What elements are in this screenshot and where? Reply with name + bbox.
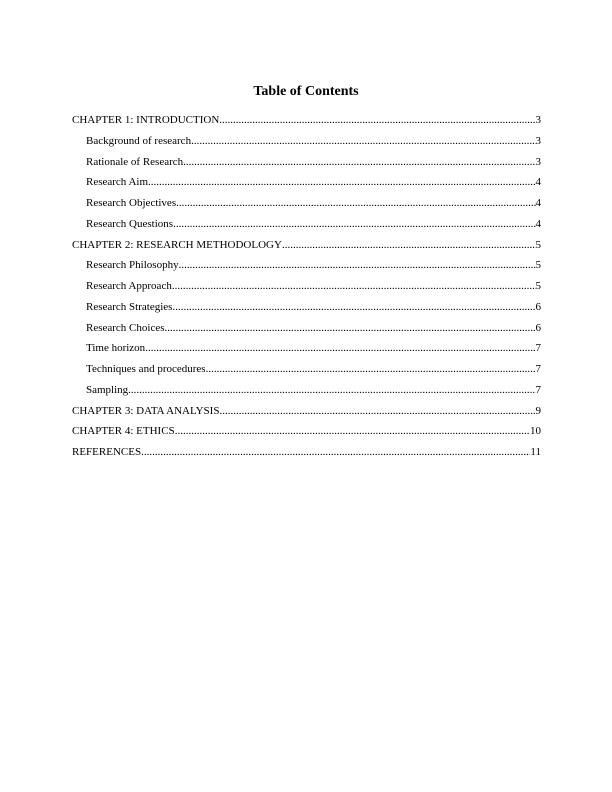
toc-entry-text: Research Approach	[86, 280, 172, 292]
toc-page-number: 9	[535, 404, 541, 417]
toc-page-number: 5	[535, 259, 541, 272]
toc-dot-leader	[145, 341, 535, 355]
toc-entry-references[interactable]	[72, 445, 541, 466]
toc-dot-leader	[175, 424, 530, 438]
toc-page-number: 6	[535, 300, 541, 313]
toc-dot-leader	[191, 134, 535, 148]
toc-entry-research-questions[interactable]	[72, 217, 541, 238]
toc-entry-chapter-4-ethics[interactable]	[72, 424, 541, 445]
toc-entry-text: REFERENCES	[72, 446, 142, 458]
toc-page-number: 3	[535, 155, 541, 168]
toc-entry-text: Time horizon	[86, 342, 146, 355]
toc-page-number: 11	[530, 446, 541, 458]
toc-entry-text: Sampling	[86, 383, 129, 396]
toc-entry-text: Research Questions	[86, 217, 174, 230]
toc-page-number: 5	[535, 238, 541, 251]
toc-entry-research-philosophy[interactable]	[72, 258, 541, 279]
toc-dot-leader	[148, 175, 535, 189]
toc-dot-leader	[141, 445, 530, 459]
toc-entry-text: CHAPTER 4: ETHICS	[72, 425, 175, 438]
toc-entry-research-aim[interactable]	[72, 175, 541, 196]
toc-page-number: 5	[535, 280, 541, 292]
toc-entry-text: Background of research	[86, 134, 192, 147]
toc-entry-text: Research Philosophy	[86, 259, 179, 272]
toc-entry-research-strategies[interactable]	[72, 300, 541, 321]
toc-entry-text: Research Strategies	[86, 300, 173, 313]
toc-page-number: 4	[535, 217, 541, 230]
toc-page-number: 7	[535, 363, 541, 375]
toc-title: Table of Contents	[253, 84, 359, 99]
toc-dot-leader	[179, 258, 536, 272]
toc-entry-text: Rationale of Research	[86, 155, 184, 168]
toc-entry-research-choices[interactable]	[72, 321, 541, 342]
toc-entry-research-objectives[interactable]	[72, 196, 541, 217]
toc-page-number: 7	[535, 383, 541, 396]
toc-entry-text: CHAPTER 1: INTRODUCTION	[72, 114, 220, 126]
toc-page-number: 7	[535, 342, 541, 355]
toc-entry-text: Techniques and procedures	[86, 363, 206, 375]
toc-dot-leader	[282, 238, 536, 252]
toc-dot-leader	[219, 113, 535, 127]
toc-page-number: 3	[535, 114, 541, 126]
toc-page-number: 3	[535, 134, 541, 147]
toc-dot-leader	[165, 321, 536, 335]
toc-entry-chapter-3-data-analysis[interactable]	[72, 404, 541, 425]
toc-entry-time-horizon[interactable]	[72, 341, 541, 362]
toc-entry-text: Research Choices	[86, 321, 165, 334]
toc-page-number: 10	[530, 425, 541, 438]
toc-entry-research-approach[interactable]	[72, 279, 541, 300]
toc-entry-chapter-1-introduction[interactable]	[72, 113, 541, 134]
toc-dot-leader	[173, 217, 535, 231]
toc-dot-leader	[183, 155, 535, 169]
toc-entry-chapter-2-research-methodology[interactable]	[72, 238, 541, 259]
toc-dot-leader	[176, 196, 535, 210]
table-of-contents	[72, 113, 541, 466]
toc-dot-leader	[128, 383, 535, 397]
toc-page-number: 4	[535, 176, 541, 189]
toc-entry-text: Research Aim	[86, 176, 149, 189]
toc-entry-sampling[interactable]	[72, 383, 541, 404]
toc-entry-text: CHAPTER 3: DATA ANALYSIS	[72, 404, 220, 417]
toc-entry-text: CHAPTER 2: RESEARCH METHODOLOGY	[72, 238, 282, 251]
toc-entry-background-of-research[interactable]	[72, 134, 541, 155]
toc-dot-leader	[172, 300, 535, 314]
toc-dot-leader	[206, 362, 536, 376]
toc-entry-rationale-of-research[interactable]	[72, 155, 541, 176]
toc-page-number: 6	[535, 321, 541, 334]
toc-dot-leader	[172, 279, 536, 293]
toc-dot-leader	[219, 404, 535, 418]
toc-page-number: 4	[535, 197, 541, 209]
toc-entry-techniques-and-procedures[interactable]	[72, 362, 541, 383]
toc-entry-text: Research Objectives	[86, 197, 177, 209]
